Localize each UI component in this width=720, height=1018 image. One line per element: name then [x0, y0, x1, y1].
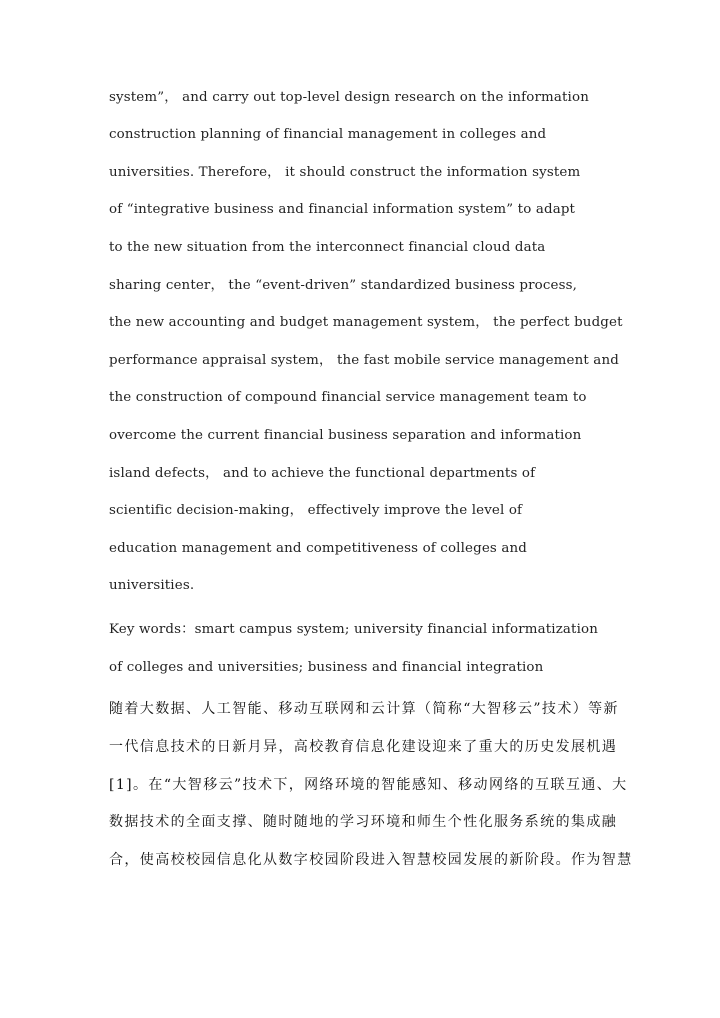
body-line: 随着大数据、人工智能、移动互联网和云计算（简称“大智移云”技术）等新 — [109, 701, 619, 717]
body-line: 数据技术的全面支撑、随时随地的学习环境和师生个性化服务系统的集成融 — [109, 814, 618, 830]
abstract-line: to the new situation from the interconnect financial cloud data — [109, 240, 546, 255]
abstract-line: overcome the current financial business separation and information — [109, 428, 582, 443]
abstract-line: universities. — [109, 578, 195, 593]
abstract-line: performance appraisal system， the fast mobile service management and — [109, 353, 619, 368]
abstract-line: system”， and carry out top-level design research on the information — [109, 90, 589, 105]
keywords-line: Key words：smart campus system; university financial informatization — [109, 622, 598, 637]
abstract-line: scientific decision-making， effectively improve the level of — [109, 503, 523, 518]
abstract-line: the construction of compound financial service management team to — [109, 390, 587, 405]
body-line: 一代信息技术的日新月异，高校教育信息化建设迎来了重大的历史发展机遇 — [109, 739, 618, 755]
abstract-line: education management and competitiveness of colleges and — [109, 541, 527, 556]
abstract-line: construction planning of financial management in colleges and — [109, 127, 547, 142]
abstract-line: island defects， and to achieve the functional departments of — [109, 466, 536, 481]
abstract-line: the new accounting and budget management system， the perfect budget — [109, 315, 623, 330]
body-line: [1]。在“大智移云”技术下，网络环境的智能感知、移动网络的互联互通、大 — [109, 777, 628, 793]
abstract-line: of “integrative business and financial information system” to adapt — [109, 202, 576, 217]
abstract-line: sharing center， the “event-driven” standardized business process, — [109, 278, 578, 293]
abstract-line: universities. Therefore， it should construct the information system — [109, 165, 581, 180]
body-line: 合，使高校校园信息化从数字校园阶段进入智慧校园发展的新阶段。作为智慧 — [109, 852, 633, 868]
keywords-line: of colleges and universities; business and financial integration — [109, 660, 544, 675]
